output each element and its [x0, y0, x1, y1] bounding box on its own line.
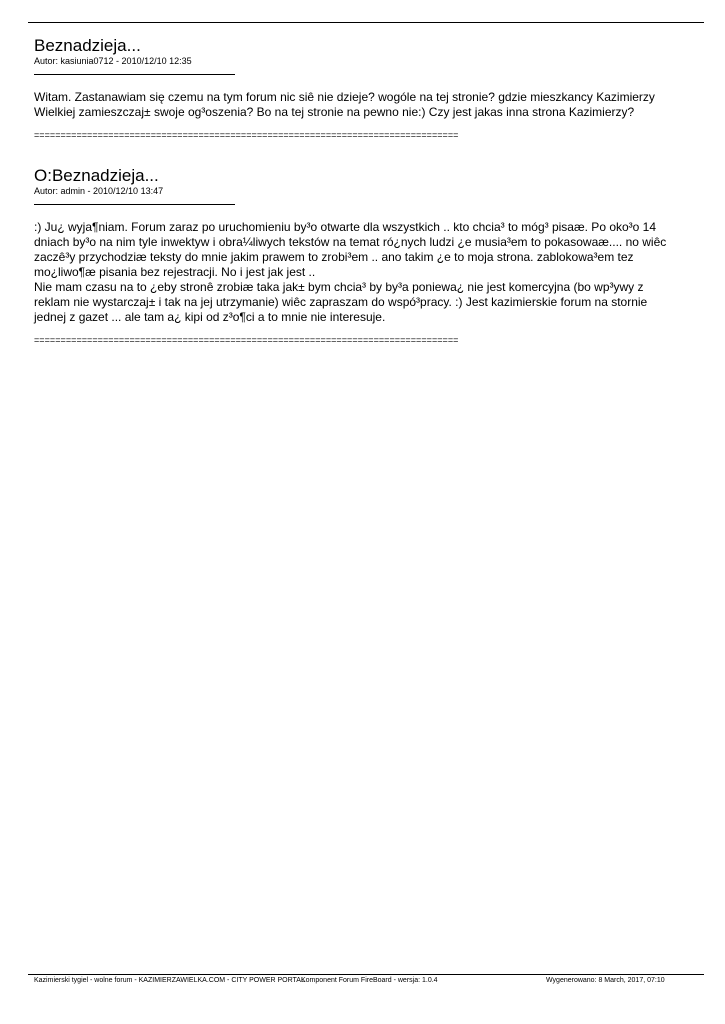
post-title: O:Beznadzieja...	[34, 166, 159, 185]
meta-underline	[34, 74, 235, 75]
post-meta: Autor: kasiunia0712 - 2010/12/10 12:35	[34, 56, 192, 66]
meta-underline	[34, 204, 235, 205]
post-body: Witam. Zastanawiam się czemu na tym forum nic siê nie dzieje? wogóle na tej stronie? gdzie mieszkancy Kazimierzy Wielkiej zamieszczaj± swoje og³oszenia? Bo na tej stronie na pewno nie:) Czy jest jakas inna strona Kazimierzy?	[34, 90, 655, 119]
post-separator: ================================================================================	[34, 335, 459, 345]
post-body: :) Ju¿ wyja¶niam. Forum zaraz po uruchomieniu by³o otwarte dla wszystkich .. kto chcia³ to móg³ pisaæ. Po oko³o 14 dniach by³o na nim tyle inwektyw i obra¼liwych tekstów na temat ró¿nych ludzi ¿e musia³em to pokasowaæ.... no wiêc zaczê³y przychodziæ teksty do mnie jakim prawem to zrobi³em .. ano takim ¿e to moja strona. zablokowa³em tez mo¿liwo¶æ pisania bez rejestracji. No i jest jak jest .. Nie mam czasu na to ¿eby stronê zrobiæ taka jak± bym chcia³ by by³a poniewa¿ nie jest komercyjna (bo wp³ywy z reklam nie wystarczaj± i tak na jej utrzymanie) wiêc zapraszam do wspó³pracy. :) Jest kazimierskie forum na stornie jednej z gazet ... ale tam a¿ kipi od z³o¶ci a to mnie nie interesuje.	[34, 220, 667, 324]
post-meta: Autor: admin - 2010/12/10 13:47	[34, 186, 164, 196]
footer-generated-date: Wygenerowano: 8 March, 2017, 07:10	[546, 977, 665, 984]
post-title: Beznadzieja...	[34, 36, 141, 55]
top-rule	[28, 22, 704, 23]
footer-site-name: Kazimierski tygiel - wolne forum - KAZIMIERZAWIELKA.COM - CITY POWER PORTAL	[34, 977, 305, 984]
forum-post	[34, 166, 684, 345]
footer-component-version: Komponent Forum FireBoard - wersja: 1.0.4	[301, 977, 438, 984]
post-separator: ================================================================================	[34, 130, 459, 140]
forum-post	[34, 36, 684, 140]
footer-rule	[28, 974, 704, 975]
